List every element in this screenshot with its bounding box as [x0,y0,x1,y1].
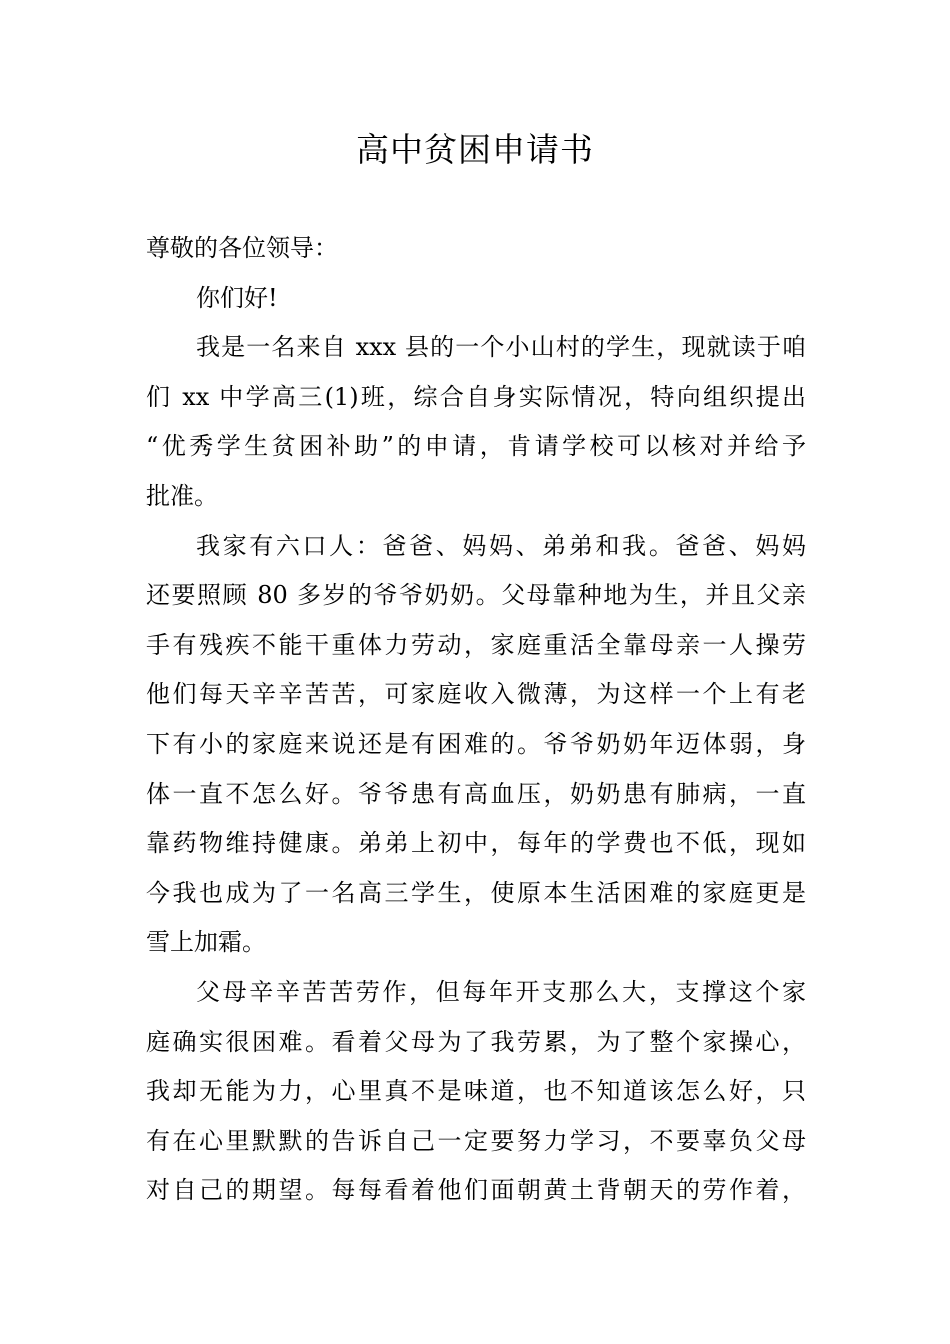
body-line: “优秀学生贫困补助”的申请，肯请学校可以核对并给予 [146,432,806,461]
body-line: 批准。 [146,481,218,510]
body-line: 有在心里默默的告诉自己一定要努力学习，不要辜负父母 [146,1126,806,1155]
body-line: 庭确实很困难。看着父母为了我劳累，为了整个家操心， [146,1027,806,1056]
body-line: 体一直不怎么好。爷爷患有高血压，奶奶患有肺病，一直 [146,779,806,808]
body-line: 我是一名来自 xxx 县的一个小山村的学生，现就读于咱 [196,333,806,362]
body-line: 还要照顾 80 多岁的爷爷奶奶。父母靠种地为生，并且父亲 [146,581,806,610]
body-line: 们 xx 中学高三(1)班，综合自身实际情况，特向组织提出 [146,382,806,411]
body-line: 手有残疾不能干重体力劳动，家庭重活全靠母亲一人操劳 [146,630,806,659]
body-line: 我家有六口人：爸爸、妈妈、弟弟和我。爸爸、妈妈 [196,531,806,560]
body-line: 尊敬的各位领导： [146,234,338,262]
document-body [146,224,806,1216]
body-line: 今我也成为了一名高三学生，使原本生活困难的家庭更是 [146,878,806,907]
document-title: 高中贫困申请书 [356,130,594,169]
body-line: 下有小的家庭来说还是有困难的。爷爷奶奶年迈体弱，身 [146,729,806,758]
body-line: 雪上加霜。 [146,928,266,957]
body-line: 我却无能为力，心里真不是味道，也不知道该怎么好，只 [146,1077,806,1106]
body-line: 他们每天辛辛苦苦，可家庭收入微薄，为这样一个上有老 [146,680,806,709]
body-line: 对自己的期望。每每看着他们面朝黄土背朝天的劳作着， [146,1176,806,1205]
body-line: 靠药物维持健康。弟弟上初中，每年的学费也不低，现如 [146,829,806,858]
body-line: 你们好! [196,283,278,312]
body-line: 父母辛辛苦苦劳作，但每年开支那么大，支撑这个家 [196,977,806,1006]
